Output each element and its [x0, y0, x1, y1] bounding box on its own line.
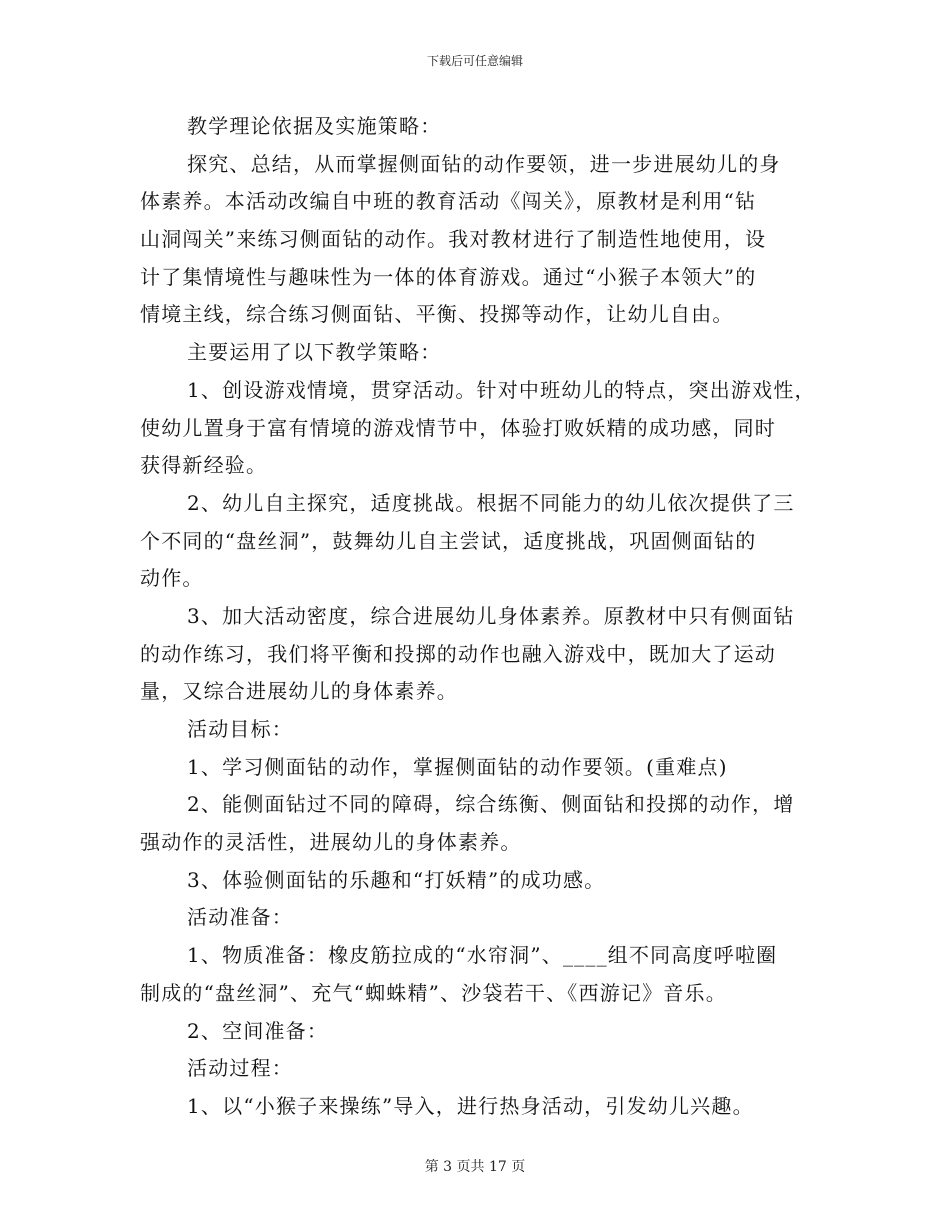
text-line: 计了集情境性与趣味性为一体的体育游戏。通过“小猴子本领大”的 — [140, 264, 757, 289]
text-line: 3、加大活动密度，综合进展幼儿身体素养。原教材中只有侧面钻 — [187, 603, 795, 628]
text-line: 活动目标： — [187, 717, 293, 741]
text-line: 2、幼儿自主探究，适度挑战。根据不同能力的幼儿依次提供了三 — [187, 490, 795, 515]
page-header: 下载后可任意编辑 — [426, 54, 523, 68]
text-line: 探究、总结，从而掌握侧面钻的动作要领，进一步进展幼儿的身 — [187, 151, 781, 176]
text-line: 2、能侧面钻过不同的障碍，综合练衡、侧面钻和投掷的动作，增 — [187, 792, 795, 817]
text-line: 使幼儿置身于富有情境的游戏情节中，体验打败妖精的成功感，同时 — [140, 415, 776, 440]
text-line: 动作。 — [140, 566, 204, 591]
text-line: 1、创设游戏情境，贯穿活动。针对中班幼儿的特点，突出游戏性， — [187, 377, 816, 402]
text-line: 1、学习侧面钻的动作，掌握侧面钻的动作要领。(重难点) — [187, 754, 728, 779]
text-line: 1、以“小猴子来操练”导入，进行热身活动，引发幼儿兴趣。 — [187, 1093, 754, 1118]
text-line: 活动过程： — [187, 1056, 293, 1081]
text-line: 个不同的“盘丝洞”，鼓舞幼儿自主尝试，适度挑战，巩固侧面钻的 — [140, 528, 757, 553]
text-line: 制成的“盘丝洞”、充气“蜘蛛精”、沙袋若干、《西游记》音乐。 — [140, 980, 727, 1005]
text-line: 的动作练习，我们将平衡和投掷的动作也融入游戏中，既加大了运动 — [140, 641, 776, 666]
page-footer: 第 3 页共 17 页 — [424, 1159, 526, 1175]
text-line: 活动准备： — [187, 905, 293, 930]
text-line: 体素养。本活动改编自中班的教育活动《闯关》，原教材是利用“钻 — [140, 189, 757, 214]
document-body — [140, 108, 830, 1126]
text-line: 教学理论依据及实施策略： — [187, 114, 442, 138]
text-line: 1、物质准备：橡皮筋拉成的“水帘洞”、____组不同高度呼啦圈 — [187, 943, 778, 968]
text-line: 主要运用了以下教学策略： — [187, 340, 442, 365]
text-line: 2、空间准备： — [187, 1018, 329, 1043]
text-line: 3、体验侧面钻的乐趣和“打妖精”的成功感。 — [187, 867, 606, 892]
text-line: 情境主线，综合练习侧面钻、平衡、投掷等动作，让幼儿自由。 — [140, 302, 734, 327]
text-line: 量，又综合进展幼儿的身体素养。 — [140, 679, 458, 704]
text-line: 强动作的灵活性，进展幼儿的身体素养。 — [140, 830, 522, 855]
text-line: 获得新经验。 — [140, 453, 268, 478]
text-line: 山洞闯关”来练习侧面钻的动作。我对教材进行了制造性地使用，设 — [140, 227, 767, 252]
